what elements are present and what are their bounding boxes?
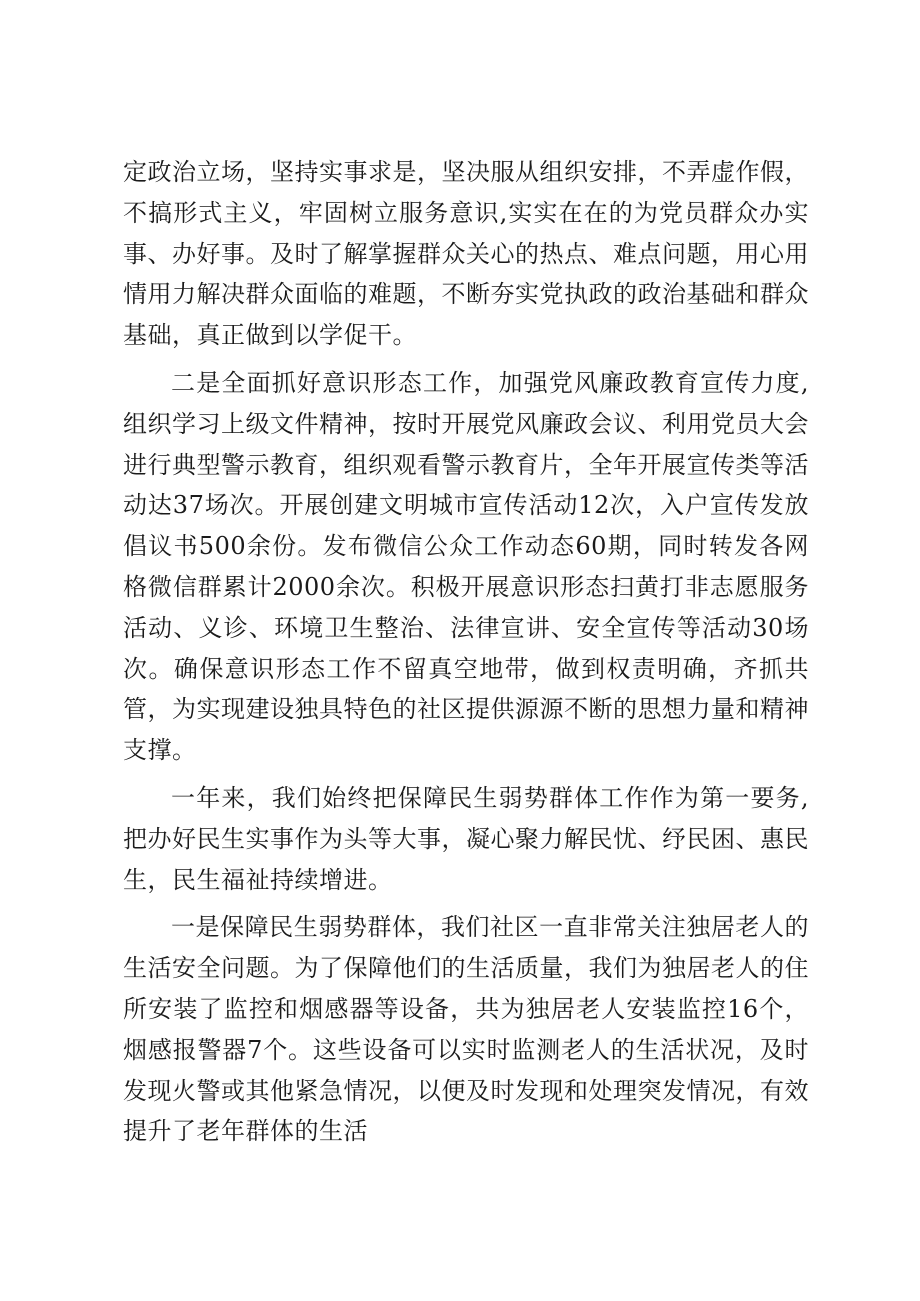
document-body xyxy=(123,152,809,1159)
paragraph-continuation: 定政治立场，坚持实事求是，坚决服从组织安排，不弄虚作假，不搞形式主义，牢固树立服务意识,实实在在的为党员群众办实事、办好事。及时了解掌握群众关心的热点、难点问题，用心用情用力解决群众面临的难题，不断夯实党执政的政治基础和群众基础，真正做到以学促干。 xyxy=(123,158,809,350)
paragraph-ideology-work: 二是全面抓好意识形态工作，加强党风廉政教育宣传力度,组织学习上级文件精神，按时开展党风廉政会议、利用党员大会进行典型警示教育，组织观看警示教育片，全年开展宣传类等活动达37场次。开展创建文明城市宣传活动12次，入户宣传发放倡议书500余份。发布微信公众工作动态60期，同时转发各网格微信群累计2000余次。积极开展意识形态扫黄打非志愿服务活动、义诊、环境卫生整治、法律宣讲、安全宣传等活动30场次。确保意识形态工作不留真空地带，做到权责明确，齐抓共管，为实现建设独具特色的社区提供源源不断的思想力量和精神支撑。 xyxy=(123,368,809,765)
paragraph-vulnerable-groups: 一是保障民生弱势群体，我们社区一直非常关注独居老人的生活安全问题。为了保障他们的生活质量，我们为独居老人的住所安装了监控和烟感器等设备，共为独居老人安装监控16个，烟感报警器7个。这些设备可以实时监测老人的生活状况，及时发现火警或其他紧急情况，以便及时发现和处理突发情况，有效提升了老年群体的生活 xyxy=(123,913,809,1146)
paragraph-year-summary: 一年来，我们始终把保障民生弱势群体工作作为第一要务,把办好民生实事作为头等大事，凝心聚力解民忧、纾民困、惠民生，民生福祉持续增进。 xyxy=(123,783,809,894)
